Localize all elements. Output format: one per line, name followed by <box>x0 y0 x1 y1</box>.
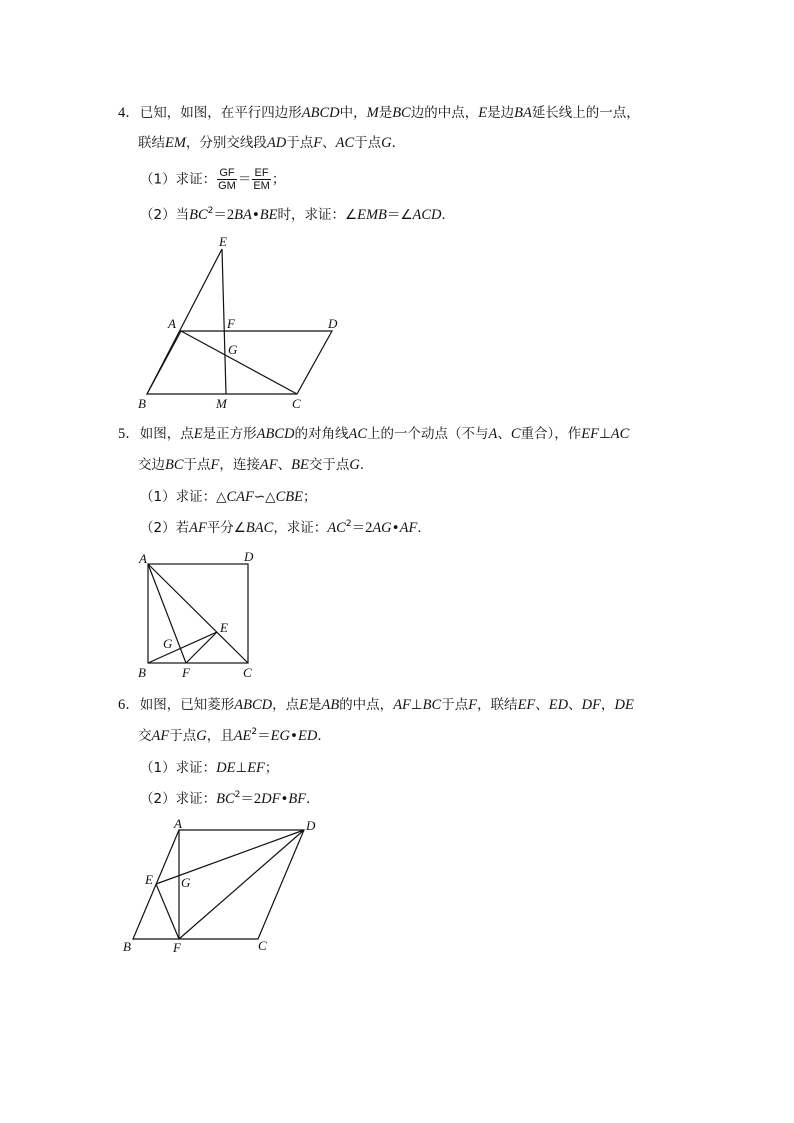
problem-6-line-2: 交AF于点G，且$AE^2=EG•ED$． <box>138 727 331 744</box>
problem-4-line-2: 联结EM，分别交线段AD于点F、AC于点G． <box>138 135 406 151</box>
segment-be <box>147 249 222 394</box>
fraction-gf-gm: $\frac{GF}{GM}$ <box>218 167 236 192</box>
label-g: G <box>163 636 173 651</box>
label-a: A <box>168 316 176 331</box>
label-c: C <box>292 396 301 411</box>
label-d: D <box>244 549 254 564</box>
label-e: E <box>220 620 228 635</box>
label-g: G <box>228 342 238 357</box>
segment-em <box>222 249 226 394</box>
segment-ef <box>186 632 217 663</box>
figure-square-labels <box>138 549 254 680</box>
figure-rhombus-labels <box>123 816 316 955</box>
segment-ef <box>156 884 179 939</box>
label-m: M <box>216 396 227 411</box>
problem-5-line-1: 5．如图，点E是正方形ABCD的对角线AC上的一个动点（不与A、C重合），作EF⊥AC <box>118 426 630 442</box>
label-g: G <box>181 875 191 890</box>
label-c: C <box>258 938 267 953</box>
problem-5-part-2: （2）若AF平分∠BAC，求证：$AC^2=2AG•AF$． <box>140 519 431 536</box>
fraction-ef-em: $\frac{EF}{EM}$ <box>253 167 270 192</box>
label-a: A <box>174 816 182 831</box>
problem-6-part-1: （1）求证：DE⊥EF； <box>140 760 279 776</box>
label-d: D <box>306 818 316 833</box>
problem-4-part-1: （1）求证： $\frac{GF}{GM}$ ＝ $\frac{EF}{EM}$ ； <box>140 167 286 192</box>
label-c: C <box>243 665 252 680</box>
problem-4-line-1: 4．已知，如图，在平行四边形ABCD中，M是BC边的中点，E是边BA延长线上的一点， <box>118 105 640 121</box>
problem-6-line-1: 6．如图，已知菱形ABCD，点E是AB的中点，AF⊥BC于点F，联结EF、ED、DF，DE <box>118 697 634 713</box>
problem-4-part-2: （2）当$BC^2=2BA•BE$时，求证：∠EMB＝∠ACD． <box>140 206 456 223</box>
label-e: E <box>219 234 227 249</box>
label-f: F <box>173 940 181 955</box>
figure-rhombus <box>133 830 304 939</box>
label-f: F <box>182 665 190 680</box>
label-b: B <box>123 939 131 954</box>
rhombus-abcd <box>133 830 304 939</box>
problem-5-part-1: （1）求证：△CAF∽△CBE； <box>140 489 317 505</box>
figure-parallelogram-labels <box>138 234 338 411</box>
segment-be <box>148 632 217 663</box>
label-b: B <box>138 665 146 680</box>
label-b: B <box>138 396 146 411</box>
label-d: D <box>328 316 338 331</box>
diagonal-ac <box>181 331 297 394</box>
label-a: A <box>139 551 147 566</box>
problem-5-line-2: 交边BC于点F，连接AF、BE交于点G． <box>138 457 374 473</box>
problem-6-part-2: （2）求证：$BC^2=2DF•BF$． <box>140 790 320 807</box>
segment-df <box>179 830 304 939</box>
label-f: F <box>227 316 235 331</box>
segment-ed <box>156 830 304 884</box>
label-e: E <box>145 872 153 887</box>
